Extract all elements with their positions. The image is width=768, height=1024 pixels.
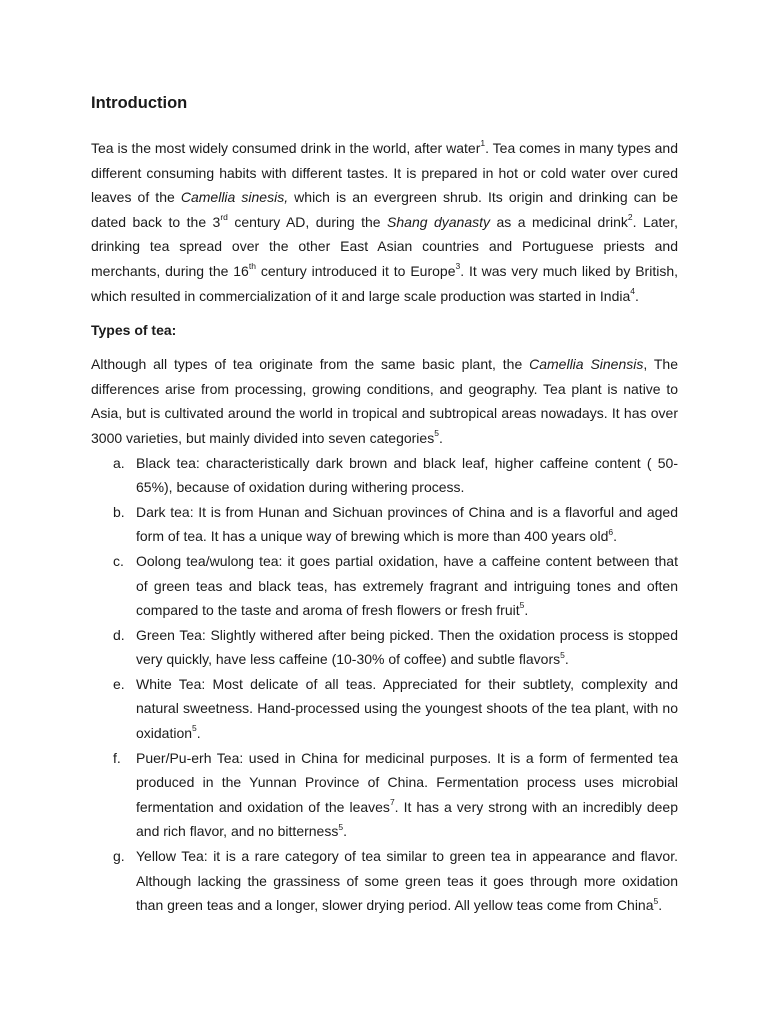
footnote-ref: 4	[630, 285, 636, 296]
italic-term: Camellia Sinensis	[529, 356, 644, 373]
list-item	[91, 672, 678, 746]
list-item-text: .	[343, 823, 347, 840]
intro-text: . Tea comes in many types and different consuming habits with different tastes. It is prepared in hot or cold water over cured leaves of the	[91, 140, 679, 206]
section-heading-introduction: Introduction	[91, 94, 188, 112]
footnote-ref: 5	[338, 821, 344, 832]
list-item	[91, 746, 678, 844]
list-item	[91, 451, 678, 500]
section-heading-types: Types of tea:	[91, 322, 177, 339]
list-item-text: .	[524, 602, 529, 619]
ordinal-suffix: th	[248, 261, 256, 272]
ordinal-suffix: rd	[220, 212, 228, 223]
intro-paragraph	[91, 136, 678, 308]
list-item	[91, 844, 678, 918]
list-marker: a.	[113, 454, 125, 471]
types-text: .	[438, 429, 443, 446]
list-marker: b.	[113, 503, 125, 520]
list-marker: d.	[113, 626, 125, 643]
footnote-ref: 6	[608, 526, 614, 537]
list-item-text: .	[613, 528, 617, 545]
list-item-text: .	[196, 725, 201, 742]
list-item-text: .	[564, 651, 569, 668]
list-item	[91, 500, 678, 549]
intro-text: .	[635, 287, 639, 304]
footnote-ref: 5	[560, 649, 565, 660]
intro-text: . It was very much liked by British, which resulted in commercialization of it and large scale production was started in India	[91, 262, 679, 304]
list-item-text: Oolong tea/wulong tea: it goes partial oxidation, have a caffeine content between that of green teas and black teas, has extremely fragrant and intriguing tones and often compared to the taste and aroma of fresh flowers or fresh fruit	[136, 552, 678, 619]
list-marker: e.	[113, 675, 125, 692]
intro-text: as a medicinal drink	[490, 213, 628, 230]
list-item	[91, 549, 678, 623]
list-item-text: Puer/Pu-erh Tea: used in China for medicinal purposes. It is a form of fermented tea produced in the Yunnan Province of China. Fermentation process uses microbial fermentation and oxidation of the leaves	[136, 749, 678, 815]
footnote-ref: 2	[627, 212, 633, 223]
list-marker: c.	[113, 552, 124, 569]
footnote-ref: 5	[192, 723, 197, 734]
list-item-text: Black tea: characteristically dark brown and black leaf, higher caffeine content ( 50-65%), because of oxidation during withering process.	[136, 454, 678, 496]
list-marker: g.	[113, 848, 125, 865]
types-text: , The differences arise from processing, growing conditions, and geography. Tea plant is native to Asia, but is cultivated around the world in tropical and subtropical areas nowadays. It has over 3000 varieties, but mainly divided into seven categories	[91, 356, 678, 446]
list-item-text: Yellow Tea: it is a rare category of tea similar to green tea in appearance and flavor. Although lacking the grassiness of some green teas it goes through more oxidation than green teas and a longer, slower drying period. All yellow teas come from China	[136, 848, 678, 914]
list-item-text: White Tea: Most delicate of all teas. Appreciated for their subtlety, complexity and natural sweetness. Hand-processed using the youngest shoots of the tea plant, with no oxidation	[136, 675, 678, 742]
types-paragraph	[91, 352, 678, 450]
intro-text: . Later, drinking tea spread over the other East Asian countries and Portuguese priests and merchants, during the 16	[91, 213, 678, 279]
intro-text: century introduced it to Europe	[255, 262, 456, 279]
footnote-ref: 7	[389, 797, 395, 808]
list-item-text: Dark tea: It is from Hunan and Sichuan provinces of China and is a flavorful and aged form of tea. It has a unique way of brewing which is more than 400 years old	[136, 503, 678, 545]
footnote-ref: 5	[434, 428, 439, 439]
types-text: Although all types of tea originate from the same basic plant, the	[91, 356, 530, 373]
italic-term: Camellia sinesis,	[180, 189, 289, 206]
footnote-ref: 1	[480, 138, 486, 149]
intro-text: century AD, during the	[227, 213, 388, 230]
footnote-ref: 5	[653, 895, 659, 906]
list-item-text: .	[658, 897, 663, 914]
italic-term: Shang dyanasty	[387, 213, 491, 230]
intro-text: which is an evergreen shrub. Its origin and drinking can be dated back to the 3	[91, 189, 678, 230]
footnote-ref: 3	[455, 261, 461, 272]
list-item-text: Green Tea: Slightly withered after being picked. Then the oxidation process is stopped very quickly, have less caffeine (10-30% of coffee) and subtle flavors	[136, 626, 678, 668]
footnote-ref: 5	[519, 600, 525, 611]
tea-types-list	[91, 451, 678, 918]
list-item-text: . It has a very strong with an incredibly deep and rich flavor, and no bitterness	[136, 798, 678, 840]
intro-text: Tea is the most widely consumed drink in the world, after water	[91, 140, 481, 156]
list-marker: f.	[113, 749, 121, 766]
document-body	[91, 88, 678, 918]
list-item	[91, 623, 678, 672]
